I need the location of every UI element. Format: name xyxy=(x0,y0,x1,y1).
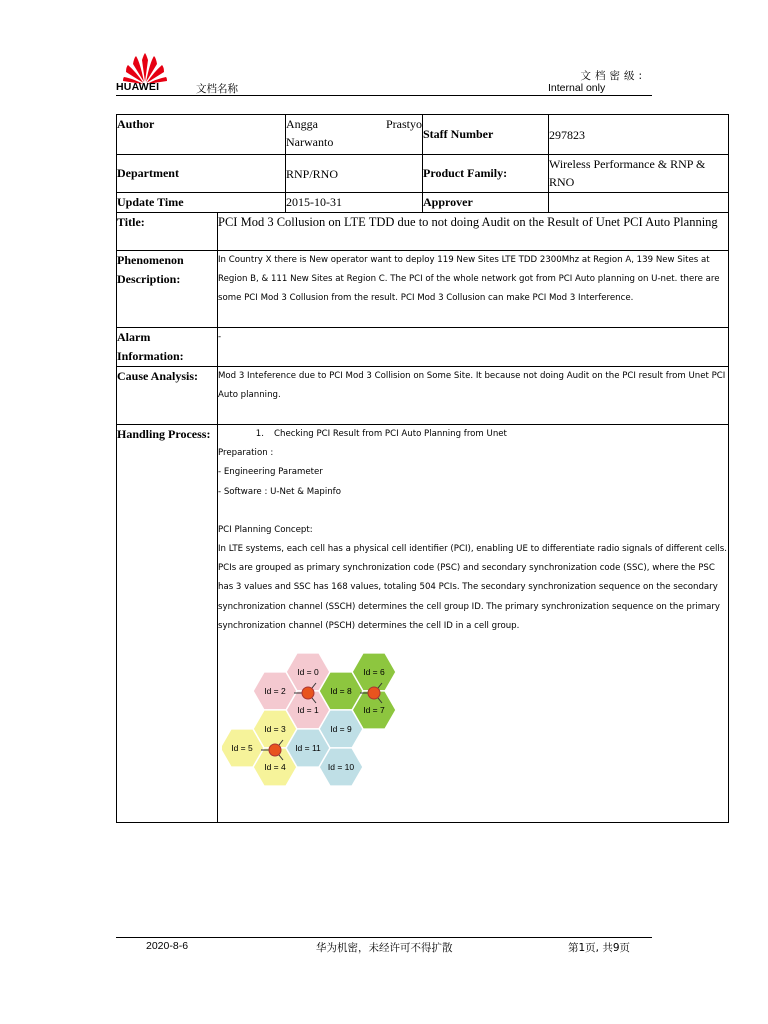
site-icon xyxy=(269,744,281,756)
staff-number-value: 297823 xyxy=(549,115,729,155)
author-value: Angga Prastyo Narwanto xyxy=(286,115,423,155)
approver-label: Approver xyxy=(423,193,549,213)
document-name: 文档名称 xyxy=(196,83,238,95)
hex-cell-label: Id = 11 xyxy=(295,743,321,754)
author-label: Author xyxy=(117,115,286,155)
handling-label: Handling Process: xyxy=(117,425,218,823)
title-value: PCI Mod 3 Collusion on LTE TDD due to not doing Audit on the Result of Unet PCI Auto Planning xyxy=(218,213,729,251)
staff-number-label: Staff Number xyxy=(423,115,549,155)
product-family-value: Wireless Performance & RNP & RNO xyxy=(549,155,729,193)
footer-confidential: 华为机密，未经许可不得扩散 xyxy=(316,942,453,954)
hex-cell-label: Id = 3 xyxy=(264,724,286,735)
case-table xyxy=(116,114,729,823)
alarm-label: Alarm Information: xyxy=(117,328,218,367)
site-icon xyxy=(302,687,314,699)
footer-rule xyxy=(116,937,652,938)
department-value: RNP/RNO xyxy=(286,155,423,193)
hex-cell-label: Id = 10 xyxy=(327,762,355,773)
hex-cell-label: Id = 8 xyxy=(330,686,352,697)
pci-hexagon-diagram xyxy=(222,648,442,793)
handling-step: 1. Checking PCI Result from PCI Auto Planning from Unet xyxy=(255,429,507,439)
concept-title: PCI Planning Concept: xyxy=(218,524,313,535)
hex-cell-label: Id = 7 xyxy=(363,705,385,716)
approver-value xyxy=(549,193,729,213)
preparation-title: Preparation : xyxy=(218,448,274,459)
handling-value xyxy=(218,425,729,823)
brand-name: HUAWEI xyxy=(116,81,160,93)
concept-text: In LTE systems, each cell has a physical cell identifier (PCI), enabling UE to differentiate radio signals of different cells. PCIs are grouped as primary synchronization code (PSC) and secondary synchronization code (SSC), where the PSC has 3 values and SSC has 168 values, totaling 504 PCIs. The secondary synchronization sequence on the secondary synchronization channel (SSCH) determines the cell group ID. The primary synchronization sequence on the primary synchronization channel (PSCH) determines the cell ID in a cell group. xyxy=(218,544,728,631)
preparation-item: - Engineering Parameter xyxy=(218,467,323,478)
site-icon xyxy=(368,687,380,699)
update-time-value: 2015-10-31 xyxy=(286,193,423,213)
cause-label: Cause Analysis: xyxy=(117,367,218,425)
page-header xyxy=(116,46,652,98)
hex-cell-label: Id = 5 xyxy=(231,743,253,754)
cause-value: Mod 3 Inteference due to PCI Mod 3 Collision on Some Site. It because not doing Audit on the PCI result from Unet PCI Auto planning. xyxy=(218,367,729,425)
hex-cell-label: Id = 0 xyxy=(297,667,319,678)
alarm-value: - xyxy=(218,328,729,367)
hex-cell-label: Id = 4 xyxy=(264,762,286,773)
phenomenon-label: Phenomenon Description: xyxy=(117,251,218,328)
footer-page-number: 第1页, 共9页 xyxy=(568,942,631,954)
hex-cell-label: Id = 1 xyxy=(297,705,319,716)
phenomenon-value: In Country X there is New operator want to deploy 119 New Sites LTE TDD 2300Mhz at Region A, 139 New Sites at Region B, & 111 New Sites at Region C. The PCI of the whole network got from PCI Auto planning on U-net. there are some PCI Mod 3 Collusion from the result. PCI Mod 3 Collusion can make PCI Mod 3 Interference. xyxy=(218,251,729,328)
security-level-label: 文档密级: xyxy=(580,70,646,82)
header-rule xyxy=(116,95,652,96)
product-family-label: Product Family: xyxy=(423,155,549,193)
security-level-value: Internal only xyxy=(548,82,606,94)
footer-date: 2020-8-6 xyxy=(146,940,189,952)
hex-cell-label: Id = 6 xyxy=(363,667,385,678)
department-label: Department xyxy=(117,155,286,193)
update-time-label: Update Time xyxy=(117,193,286,213)
hex-cell-label: Id = 2 xyxy=(264,686,286,697)
preparation-item: - Software : U-Net & Mapinfo xyxy=(218,486,341,497)
title-label: Title: xyxy=(117,213,218,251)
hex-cell-label: Id = 9 xyxy=(330,724,352,735)
